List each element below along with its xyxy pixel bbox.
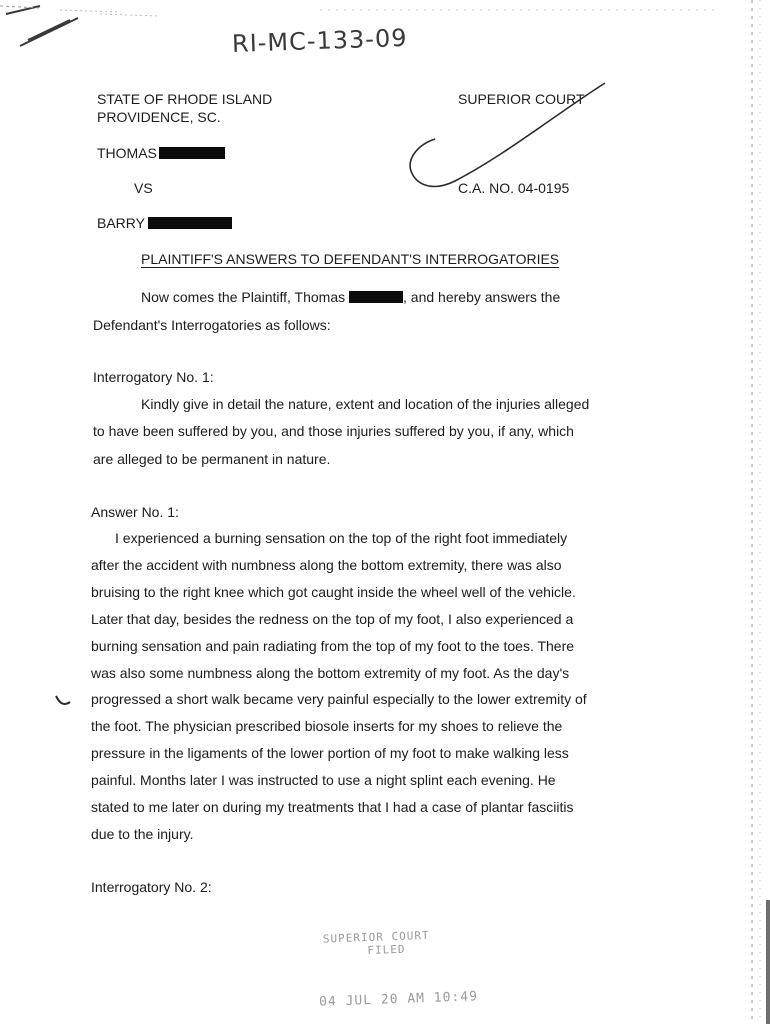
answer-1-line: the foot. The physician prescribed biosole inserts for my shoes to relieve the <box>91 718 563 734</box>
intro-text: Now comes the Plaintiff, Thomas <box>141 289 346 305</box>
answer-1-line: stated to me later on during my treatments that I had a case of plantar fasciitis <box>91 799 574 815</box>
stamp-line-3: 04 JUL 20 AM 10:49 <box>318 989 479 1010</box>
interrogatory-2-heading: Interrogatory No. 2: <box>91 879 212 895</box>
handwritten-case-number: RI-MC-133-09 <box>231 23 408 58</box>
answer-1-heading: Answer No. 1: <box>91 504 179 520</box>
answer-1-line: after the accident with numbness along the bottom extremity, there was also <box>91 557 562 573</box>
redaction-bar <box>148 217 232 229</box>
caption-case-no: C.A. NO. 04-0195 <box>458 180 570 196</box>
interrogatory-1-heading: Interrogatory No. 1: <box>93 369 214 385</box>
caption-state: STATE OF RHODE ISLAND <box>97 91 273 107</box>
caption-court: SUPERIOR COURT <box>458 91 585 107</box>
interrogatory-1-line: Kindly give in detail the nature, extent and location of the injuries alleged <box>141 396 590 412</box>
answer-1-line: I experienced a burning sensation on the top of the right foot immediately <box>115 530 568 546</box>
answer-1-line: was also some numbness along the bottom extremity of my foot. As the day's <box>91 665 570 681</box>
scan-top-dots <box>300 0 740 20</box>
scan-smudge-top-left <box>0 0 200 70</box>
margin-mark <box>52 692 74 710</box>
answer-1-line: painful. Months later I was instructed to use a night splint each evening. He <box>91 772 556 788</box>
answer-1-line: pressure in the ligaments of the lower portion of my foot to make walking less <box>91 745 569 761</box>
caption-plaintiff <box>97 146 225 160</box>
scan-right-edge-noise <box>742 0 770 1024</box>
filed-stamp <box>317 927 478 1009</box>
defendant-name: BARRY <box>97 215 145 231</box>
intro-line-1 <box>141 290 560 304</box>
caption-defendant <box>97 216 232 230</box>
document-title: PLAINTIFF'S ANSWERS TO DEFENDANT'S INTERROGATORIES <box>141 251 560 267</box>
stamp-line-1: SUPERIOR COURT <box>322 928 430 946</box>
answer-1-line: Later that day, besides the redness on the top of my foot, I also experienced a <box>91 611 574 627</box>
intro-text-cont: , and hereby answers the <box>403 289 561 305</box>
caption-county: PROVIDENCE, SC. <box>97 109 221 125</box>
plaintiff-name: THOMAS <box>97 145 157 161</box>
answer-1-line: bruising to the right knee which got caught inside the wheel well of the vehicle. <box>91 584 576 600</box>
intro-line-2: Defendant's Interrogatories as follows: <box>93 317 331 333</box>
answer-1-line: burning sensation and pain radiating from the top of my foot to the toes. There <box>91 638 575 654</box>
interrogatory-1-line: are alleged to be permanent in nature. <box>93 451 331 467</box>
interrogatory-1-line: to have been suffered by you, and those injuries suffered by you, if any, which <box>93 423 574 439</box>
signature-mark <box>395 75 615 195</box>
redaction-bar <box>349 291 403 303</box>
stamp-line-2: FILED <box>367 942 406 958</box>
redaction-bar <box>159 147 225 159</box>
answer-1-line: progressed a short walk became very painful especially to the lower extremity of <box>91 691 587 707</box>
answer-1-line: due to the injury. <box>91 826 194 842</box>
caption-vs: VS <box>134 180 153 196</box>
